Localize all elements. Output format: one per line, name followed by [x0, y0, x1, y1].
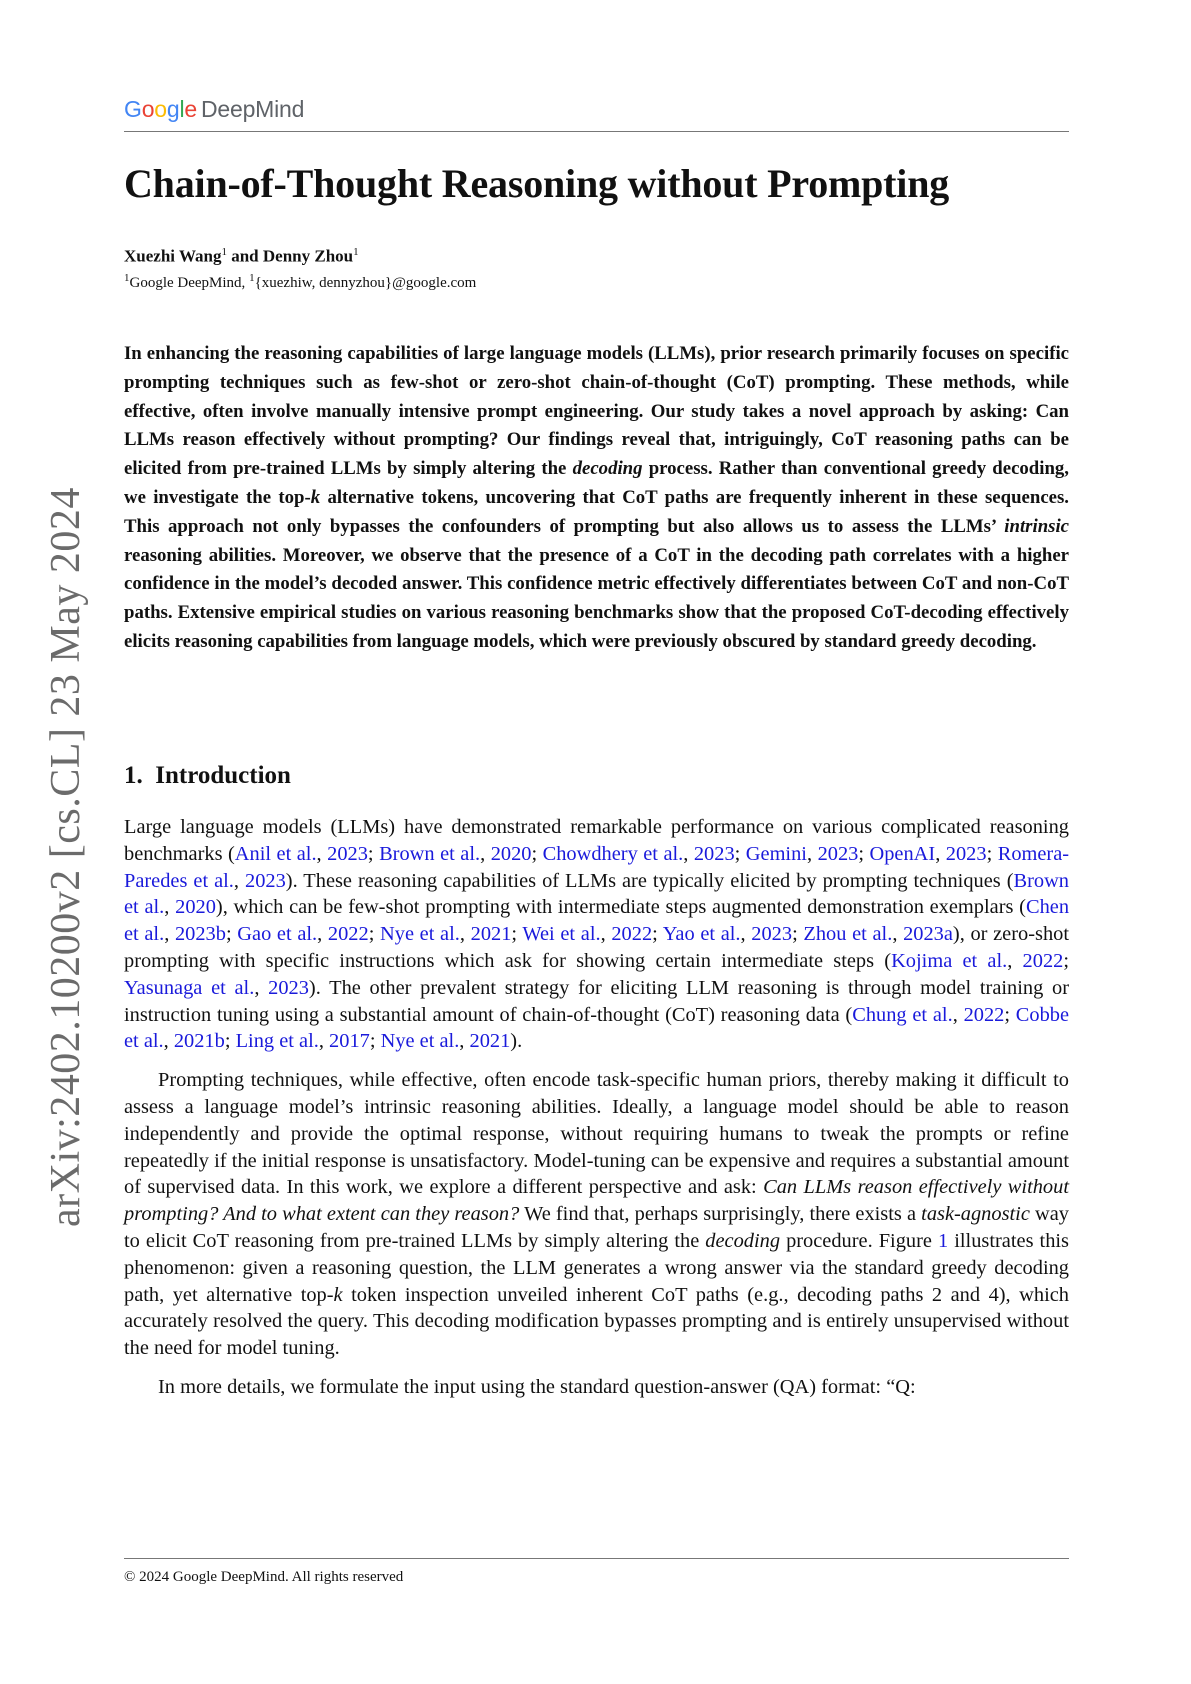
copyright-footer: © 2024 Google DeepMind. All rights reserved	[124, 1569, 404, 1585]
citation-link[interactable]: Gao et al.	[237, 923, 318, 946]
citation-link[interactable]: Chowdhery et al.	[542, 842, 684, 865]
text-run: ;	[369, 1030, 381, 1053]
logo-letter: o	[141, 96, 155, 122]
text-run: ,	[740, 923, 752, 946]
text-run: ), which can be few-shot prompting with intermediate steps augmented demonstration exemplars (	[215, 896, 1026, 919]
text-run: process. Rather than conventional greedy decoding, we investigate the top-	[124, 458, 1069, 508]
citation-link[interactable]: 2022	[1022, 949, 1064, 972]
header-rule	[124, 131, 1069, 132]
affiliation-mark: 1	[221, 246, 227, 258]
affiliation-mark: 1	[249, 272, 255, 284]
citation-link[interactable]: Kojima et al.	[891, 949, 1008, 972]
text-run: ,	[459, 923, 471, 946]
citation-link[interactable]: Brown et al.	[379, 842, 481, 865]
text-run: ,	[316, 842, 328, 865]
author-email: {xuezhiw, dennyzhou}@google.com	[254, 275, 477, 291]
affiliation-line	[124, 272, 476, 292]
text-run: ,	[683, 842, 694, 865]
text-run: token inspection unveiled inherent CoT paths (e.g., decoding paths 2 and 4), which accurately resolved the query. This decoding modification bypasses prompting and is entirely unsupervised without the need for model tuning.	[124, 1283, 1069, 1360]
citation-link[interactable]: 1	[937, 1229, 949, 1252]
text-run: way to elicit CoT reasoning from pre-trained LLMs by simply altering the	[124, 1203, 1069, 1252]
emphasis-text: k	[310, 486, 321, 508]
text-run: ). The other prevalent strategy for eliciting LLM reasoning is through model training or instruction tuning using a substantial amount of chain-of-thought (CoT) reasoning data (	[124, 976, 1069, 1026]
citation-link[interactable]: Cobbe et al.	[124, 1003, 1070, 1053]
citation-link[interactable]: 2021b	[173, 1030, 225, 1053]
text-run: ,	[480, 842, 491, 865]
citation-link[interactable]: 2022	[327, 923, 369, 946]
citation-link[interactable]: 2022	[611, 923, 653, 946]
text-run: ;	[367, 842, 380, 865]
paper-title: Chain-of-Thought Reasoning without Prompting	[124, 161, 950, 206]
text-run: ,	[163, 1030, 174, 1053]
footer-rule	[124, 1558, 1069, 1559]
text-run: ;	[734, 842, 746, 865]
author-name: Xuezhi Wang	[124, 246, 222, 266]
citation-link[interactable]: Chen et al.	[124, 896, 1070, 946]
citation-link[interactable]: 2021	[470, 923, 512, 946]
citation-link[interactable]: 2020	[175, 896, 216, 919]
text-run: alternative tokens, uncovering that CoT paths are frequently inherent in these sequences. This approach not only bypasses the confounders of prompting but also allows us to assess the LLMs’	[124, 486, 1069, 537]
citation-link[interactable]: Wei et al.	[522, 923, 601, 946]
author-name: Denny Zhou	[262, 246, 354, 266]
google-deepmind-logo	[124, 96, 304, 123]
text-run: illustrates this phenomenon: given a reasoning question, the LLM generates a wrong answer via the standard greedy decoding path, yet alternative top-	[124, 1229, 1069, 1306]
affiliation-mark: 1	[124, 272, 130, 284]
citation-link[interactable]: 2023	[817, 842, 859, 865]
text-run: ,	[164, 896, 176, 919]
citation-link[interactable]: OpenAI	[869, 842, 936, 865]
text-run: ,	[233, 869, 246, 892]
text-run: ,	[935, 842, 946, 865]
text-run: ,	[164, 923, 175, 946]
affiliation-mark: 1	[353, 246, 359, 258]
citation-link[interactable]: Zhou et al.	[803, 923, 893, 946]
citation-link[interactable]: 2020	[490, 842, 532, 865]
text-run: ;	[531, 842, 543, 865]
citation-link[interactable]: Gemini	[745, 842, 807, 865]
text-run: ;	[792, 923, 804, 946]
text-run: ;	[652, 923, 663, 946]
text-run: We find that, perhaps surprisingly, there exists a	[519, 1203, 922, 1226]
text-run: ;	[858, 842, 870, 865]
emphasis-text: Can LLMs reason effectively without prompting? And to what extent can they reason?	[124, 1176, 1069, 1226]
text-run: ).	[510, 1030, 523, 1053]
author-line	[124, 246, 359, 267]
citation-link[interactable]: 2023	[751, 923, 793, 946]
citation-link[interactable]: Anil et al.	[234, 842, 317, 865]
citation-link[interactable]: 2023b	[174, 923, 226, 946]
emphasis-text: intrinsic	[1004, 515, 1069, 537]
text-run: ), or zero-shot prompting with specific instructions which ask for showing certain intermediate steps (	[124, 923, 1069, 972]
text-run: ,	[459, 1030, 470, 1053]
arxiv-identifier: arXiv:2402.10200v2 [cs.CL] 23 May 2024	[43, 487, 89, 1227]
emphasis-text: decoding	[572, 458, 643, 480]
section-heading	[124, 762, 291, 790]
logo-product: DeepMind	[201, 96, 305, 122]
text-run: ,	[318, 1030, 330, 1053]
section-title: Introduction	[155, 762, 291, 789]
text-run: ;	[1004, 1003, 1016, 1026]
emphasis-text: decoding	[705, 1229, 781, 1252]
body-paragraph	[124, 1067, 1069, 1362]
text-run: reasoning abilities. Moreover, we observe that the presence of a CoT in the decoding path correlates with a higher confidence in the model’s decoded answer. This confidence metric effectively differentiates between CoT and non-CoT paths. Extensive empirical studies on various reasoning benchmarks show that the proposed CoT-decoding effectively elicits reasoning capabilities from language models, which were previously obscured by standard greedy decoding.	[124, 544, 1069, 652]
citation-link[interactable]: 2023	[268, 976, 309, 999]
citation-link[interactable]: Nye et al.	[380, 1030, 460, 1053]
abstract	[124, 340, 1069, 657]
citation-link[interactable]: 2022	[963, 1003, 1005, 1026]
text-run: ;	[511, 923, 523, 946]
text-run: ;	[224, 1030, 236, 1053]
text-run: In enhancing the reasoning capabilities of large language models (LLMs), prior research primarily focuses on specific prompting techniques such as few-shot or zero-shot chain-of-thought (CoT) prompting. These methods, while effective, often involve manually intensive prompt engineering. Our study takes a novel approach by asking: Can LLMs reason effectively without prompting? Our findings reveal that, intriguingly, CoT reasoning paths can be elicited from pre-trained LLMs by simply altering the	[124, 343, 1069, 480]
text-run: ,	[254, 976, 269, 999]
emphasis-text: task-agnostic	[921, 1203, 1030, 1226]
text-run: ,	[1007, 949, 1023, 972]
citation-link[interactable]: Romera-Paredes et al.	[124, 842, 1070, 892]
text-run: ,	[600, 923, 612, 946]
text-run: ,	[806, 842, 818, 865]
citation-link[interactable]: 2023	[245, 869, 286, 892]
citation-link[interactable]: 2023	[327, 842, 368, 865]
body-paragraph	[124, 1374, 1069, 1401]
citation-link[interactable]: Chung et al.	[852, 1003, 953, 1026]
body-paragraph	[124, 814, 1069, 1055]
text-run: Prompting techniques, while effective, often encode task-specific human priors, thereby making it difficult to assess a language model’s intrinsic reasoning abilities. Ideally, a language model should be able to reason independently and provide the optimal response, without requiring humans to tweak the prompts or refine repeatedly if the initial response is unsatisfactory. Model-tuning can be expensive and requires a substantial amount of supervised data. In this work, we explore a different perspective and ask:	[124, 1069, 1069, 1199]
text-run: ). These reasoning capabilities of LLMs are typically elicited by prompting techniques (	[285, 869, 1014, 892]
section-body	[124, 814, 1069, 1413]
author-separator: and	[231, 246, 259, 266]
citation-link[interactable]: 2023	[693, 842, 735, 865]
text-run: ;	[368, 923, 381, 946]
text-run: ,	[952, 1003, 964, 1026]
citation-link[interactable]: 2023a	[903, 923, 953, 946]
citation-link[interactable]: Yasunaga et al.	[124, 976, 255, 999]
logo-letter: G	[124, 96, 142, 122]
text-run: ;	[225, 923, 238, 946]
text-run: Large language models (LLMs) have demonstrated remarkable performance on various complicated reasoning benchmarks (	[124, 816, 1069, 865]
logo-letter: o	[154, 96, 167, 122]
text-run: In more details, we formulate the input using the standard question-answer (QA) format: “Q:	[158, 1375, 916, 1398]
citation-link[interactable]: Nye et al.	[380, 923, 460, 946]
text-run: procedure. Figure	[780, 1229, 938, 1252]
text-run: ,	[892, 923, 904, 946]
text-run: ,	[317, 923, 328, 946]
text-run: ;	[986, 842, 998, 865]
affiliation-org: Google DeepMind,	[129, 275, 246, 291]
logo-letter: e	[184, 96, 197, 122]
logo-letter: l	[179, 96, 185, 122]
emphasis-text: k	[333, 1283, 343, 1306]
section-number: 1.	[124, 762, 143, 789]
citation-link[interactable]: Ling et al.	[235, 1030, 319, 1053]
citation-link[interactable]: 2017	[329, 1030, 370, 1053]
citation-link[interactable]: 2023	[945, 842, 987, 865]
citation-link[interactable]: Brown et al.	[124, 869, 1069, 919]
citation-link[interactable]: 2021	[469, 1030, 511, 1053]
text-run: ;	[1063, 949, 1069, 972]
logo-letter: g	[166, 96, 180, 122]
citation-link[interactable]: Yao et al.	[662, 923, 741, 946]
